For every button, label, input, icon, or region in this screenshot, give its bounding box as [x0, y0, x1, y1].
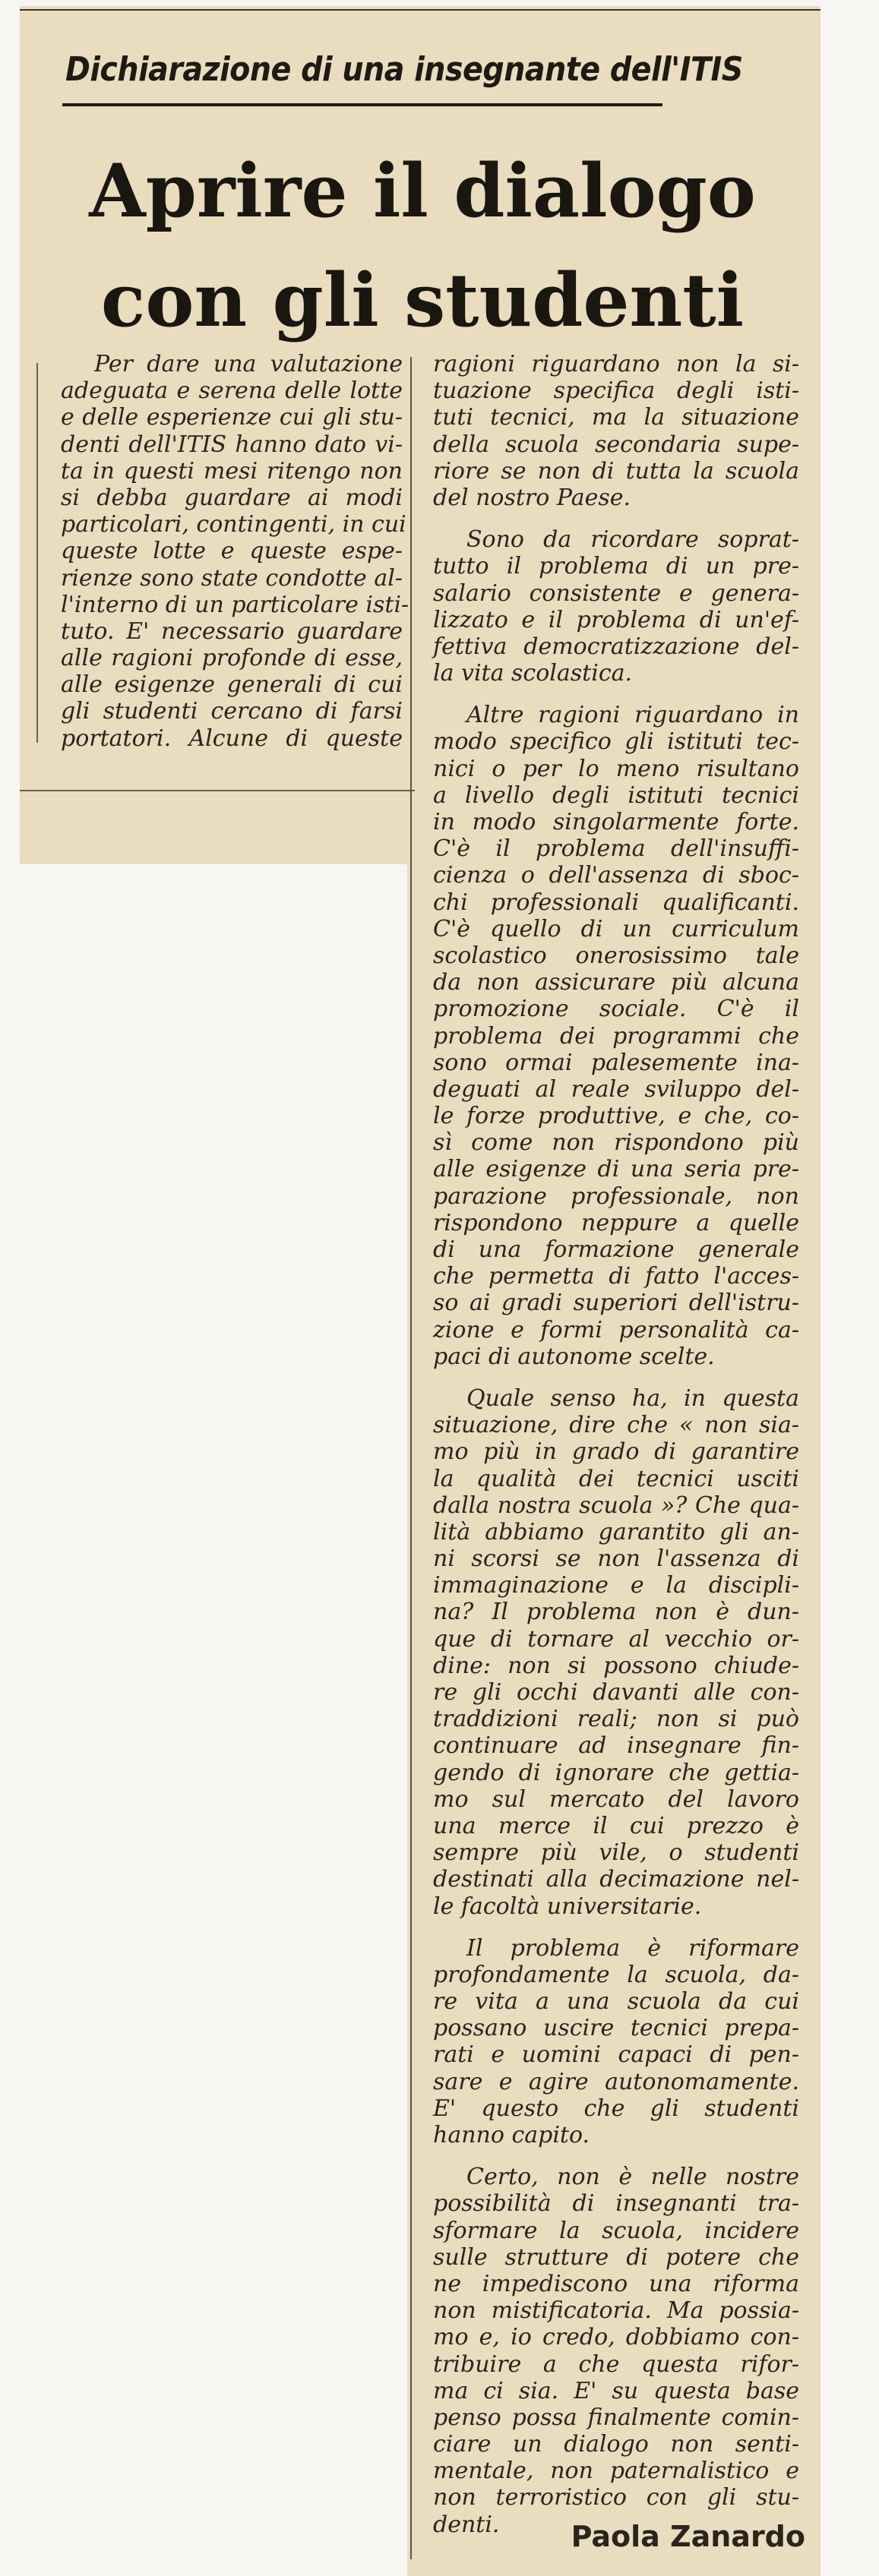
article-paragraph — [433, 1935, 799, 2149]
text-line: rienze sono state condotte al- — [61, 564, 403, 592]
text-line: Certo, non è nelle nostre — [466, 2164, 799, 2191]
text-line: E' questo che gli studenti — [433, 2095, 799, 2122]
text-line: sì come non rispondono più — [433, 1129, 799, 1157]
text-line: problema dei programmi che — [433, 1022, 799, 1050]
text-line: denti dell'ITIS hanno dato vi- — [61, 431, 403, 458]
text-line: possibilità di insegnanti tra- — [433, 2190, 799, 2218]
top-border-rule — [20, 9, 821, 11]
text-line: della scuola secondaria supe- — [433, 431, 799, 458]
text-line: penso possa finalmente comin- — [433, 2404, 799, 2431]
text-line: destinati alla decimazione nel- — [433, 1866, 799, 1893]
text-line: zione e formi personalità ca- — [433, 1316, 799, 1343]
text-line: profondamente la scuola, da- — [433, 1961, 799, 1988]
text-line: so ai gradi superiori dell'istru- — [433, 1290, 799, 1317]
text-line: Sono da ricordare soprat- — [466, 526, 799, 554]
text-line: mentale, non paternalistico e — [433, 2458, 799, 2485]
text-line: in modo singolarmente forte. — [433, 809, 799, 835]
text-line: tuto. E' necessario guardare — [61, 617, 403, 645]
article-paragraph — [433, 526, 799, 687]
text-line: Quale senso ha, in questa — [466, 1384, 799, 1412]
text-line: da non assicurare più alcuna — [433, 969, 799, 996]
text-line: lizzato e il problema di un'ef- — [433, 606, 799, 633]
text-line: salario consistente e genera- — [433, 579, 799, 607]
text-line: hanno capito. — [433, 2122, 590, 2148]
text-line: alle esigenze di una seria pre- — [433, 1156, 799, 1183]
article-paragraph — [433, 702, 799, 1370]
author-signature: Paola Zanardo — [571, 2520, 805, 2553]
text-line: tuazione specifica degli isti- — [433, 377, 799, 405]
text-line: particolari, contingenti, in cui — [61, 511, 406, 538]
text-line: dalla nostra scuola »? Che qua- — [433, 1492, 799, 1519]
text-line: C'è quello di un curriculum — [433, 915, 799, 942]
text-line: queste lotte e queste espe- — [61, 538, 403, 565]
text-line: ma ci sia. E' su questa base — [433, 2377, 799, 2404]
column-divider — [410, 357, 412, 2559]
text-line: C'è il problema dell'insuffi- — [433, 835, 799, 863]
text-line: le facoltà universitarie. — [433, 1893, 702, 1920]
text-line: situazione, dire che « non sia- — [433, 1412, 799, 1439]
article-column-2 — [433, 351, 799, 2538]
article-paragraph — [433, 1385, 799, 1920]
text-line: e delle esperienze cui gli stu- — [61, 404, 403, 431]
text-line: riore se non di tutta la scuola — [433, 457, 799, 485]
text-line: del nostro Paese. — [433, 484, 631, 511]
text-line: gli studenti cercano di farsi — [61, 698, 403, 725]
text-line: traddizioni reali; non si può — [433, 1706, 799, 1733]
kicker-title: Dichiarazione di una insegnante dell'ITIS — [65, 50, 743, 89]
text-line: portatori. Alcune di queste — [61, 724, 403, 752]
text-line: promozione sociale. C'è il — [433, 996, 799, 1023]
text-line: chi professionali qualificanti. — [433, 889, 799, 916]
text-line: deguati al reale sviluppo del- — [433, 1075, 799, 1103]
text-line: scolastico onerosissimo tale — [433, 942, 799, 969]
text-line: Per dare una valutazione — [94, 351, 403, 377]
text-line: sare e agire autonomamente. — [433, 2068, 799, 2095]
text-line: mo e, io credo, dobbiamo con- — [433, 2324, 799, 2351]
text-line: sulle strutture di potere che — [433, 2243, 799, 2271]
text-line: re gli occhi davanti alle con- — [433, 1679, 799, 1706]
text-line: ciare un dialogo non senti- — [433, 2431, 799, 2458]
article-paragraph — [61, 351, 409, 752]
text-line: sempre più vile, o studenti — [433, 1839, 799, 1867]
article-paragraph — [433, 351, 799, 511]
left-column-rule — [36, 363, 38, 743]
text-line: ragioni riguardano non la si- — [433, 351, 799, 377]
article-paragraph — [433, 2164, 799, 2538]
text-line: Altre ragioni riguardano in — [466, 702, 799, 729]
text-line: le forze produttive, e che, co- — [433, 1103, 799, 1130]
text-line: continuare ad insegnare fin- — [433, 1732, 799, 1760]
text-line: l'interno di un particolare isti- — [61, 591, 409, 618]
text-line: la vita scolastica. — [433, 660, 633, 687]
text-line: tutto il problema di un pre- — [433, 553, 799, 580]
text-line: la qualità dei tecnici usciti — [433, 1465, 799, 1492]
text-line: mo più in grado di garantire — [433, 1438, 799, 1466]
text-line: fettiva democratizzazione del- — [433, 633, 799, 660]
text-line: ta in questi mesi ritengo non — [61, 457, 403, 485]
text-line: dine: non si possono chiude- — [433, 1652, 799, 1679]
text-line: rati e uomini capaci di pen- — [433, 2041, 799, 2069]
text-line: gendo di ignorare che gettia- — [433, 1759, 799, 1786]
text-line: non terroristico con gli stu- — [433, 2484, 799, 2511]
text-line: na? Il problema non è dun- — [433, 1599, 799, 1626]
article-column-1 — [61, 351, 409, 752]
text-line: tuti tecnici, ma la situazione — [433, 404, 799, 431]
text-line: sformare la scuola, incidere — [433, 2217, 799, 2244]
text-line: modo specifico gli istituti tec- — [433, 728, 799, 756]
text-line: una merce il cui prezzo è — [433, 1812, 799, 1839]
text-line: a livello degli istituti tecnici — [433, 781, 799, 809]
text-line: lità abbiamo garantito gli an- — [433, 1518, 799, 1545]
text-line: denti. — [433, 2511, 500, 2538]
text-line: ne impediscono una riforma — [433, 2270, 799, 2297]
text-line: rispondono neppure a quelle — [433, 1209, 799, 1236]
text-line: alle esigenze generali di cui — [61, 671, 403, 699]
text-line: si debba guardare ai modi — [61, 484, 403, 511]
text-line: ni scorsi se non l'assenza di — [433, 1545, 799, 1573]
headline-line-1: Aprire il dialogo — [89, 148, 756, 234]
text-line: re vita a una scuola da cui — [433, 1988, 799, 2016]
text-line: nici o per lo meno risultano — [433, 755, 799, 782]
text-line: mo sul mercato del lavoro — [433, 1785, 799, 1813]
text-line: paci di autonome scelte. — [433, 1343, 715, 1370]
text-line: tribuire a che questa rifor- — [433, 2350, 799, 2378]
headline-line-2: con gli studenti — [100, 257, 745, 343]
text-line: cienza o dell'assenza di sboc- — [433, 862, 799, 889]
column-cut-rule — [20, 790, 415, 791]
text-line: immaginazione e la discipli- — [433, 1572, 799, 1599]
text-line: non mistificatoria. Ma possia- — [433, 2297, 799, 2325]
kicker-underline — [62, 103, 662, 106]
text-line: Il problema è riformare — [466, 1934, 799, 1962]
text-line: parazione professionale, non — [433, 1182, 799, 1210]
text-line: adeguata e serena delle lotte — [61, 377, 403, 405]
text-line: di una formazione generale — [433, 1236, 799, 1263]
text-line: alle ragioni profonde di esse, — [61, 645, 403, 672]
text-line: sono ormai palesemente ina- — [433, 1049, 799, 1076]
text-line: que di tornare al vecchio or- — [433, 1625, 799, 1653]
text-line: che permetta di fatto l'acces- — [433, 1263, 799, 1290]
text-line: possano uscire tecnici prepa- — [433, 2015, 799, 2042]
headline — [43, 137, 802, 355]
